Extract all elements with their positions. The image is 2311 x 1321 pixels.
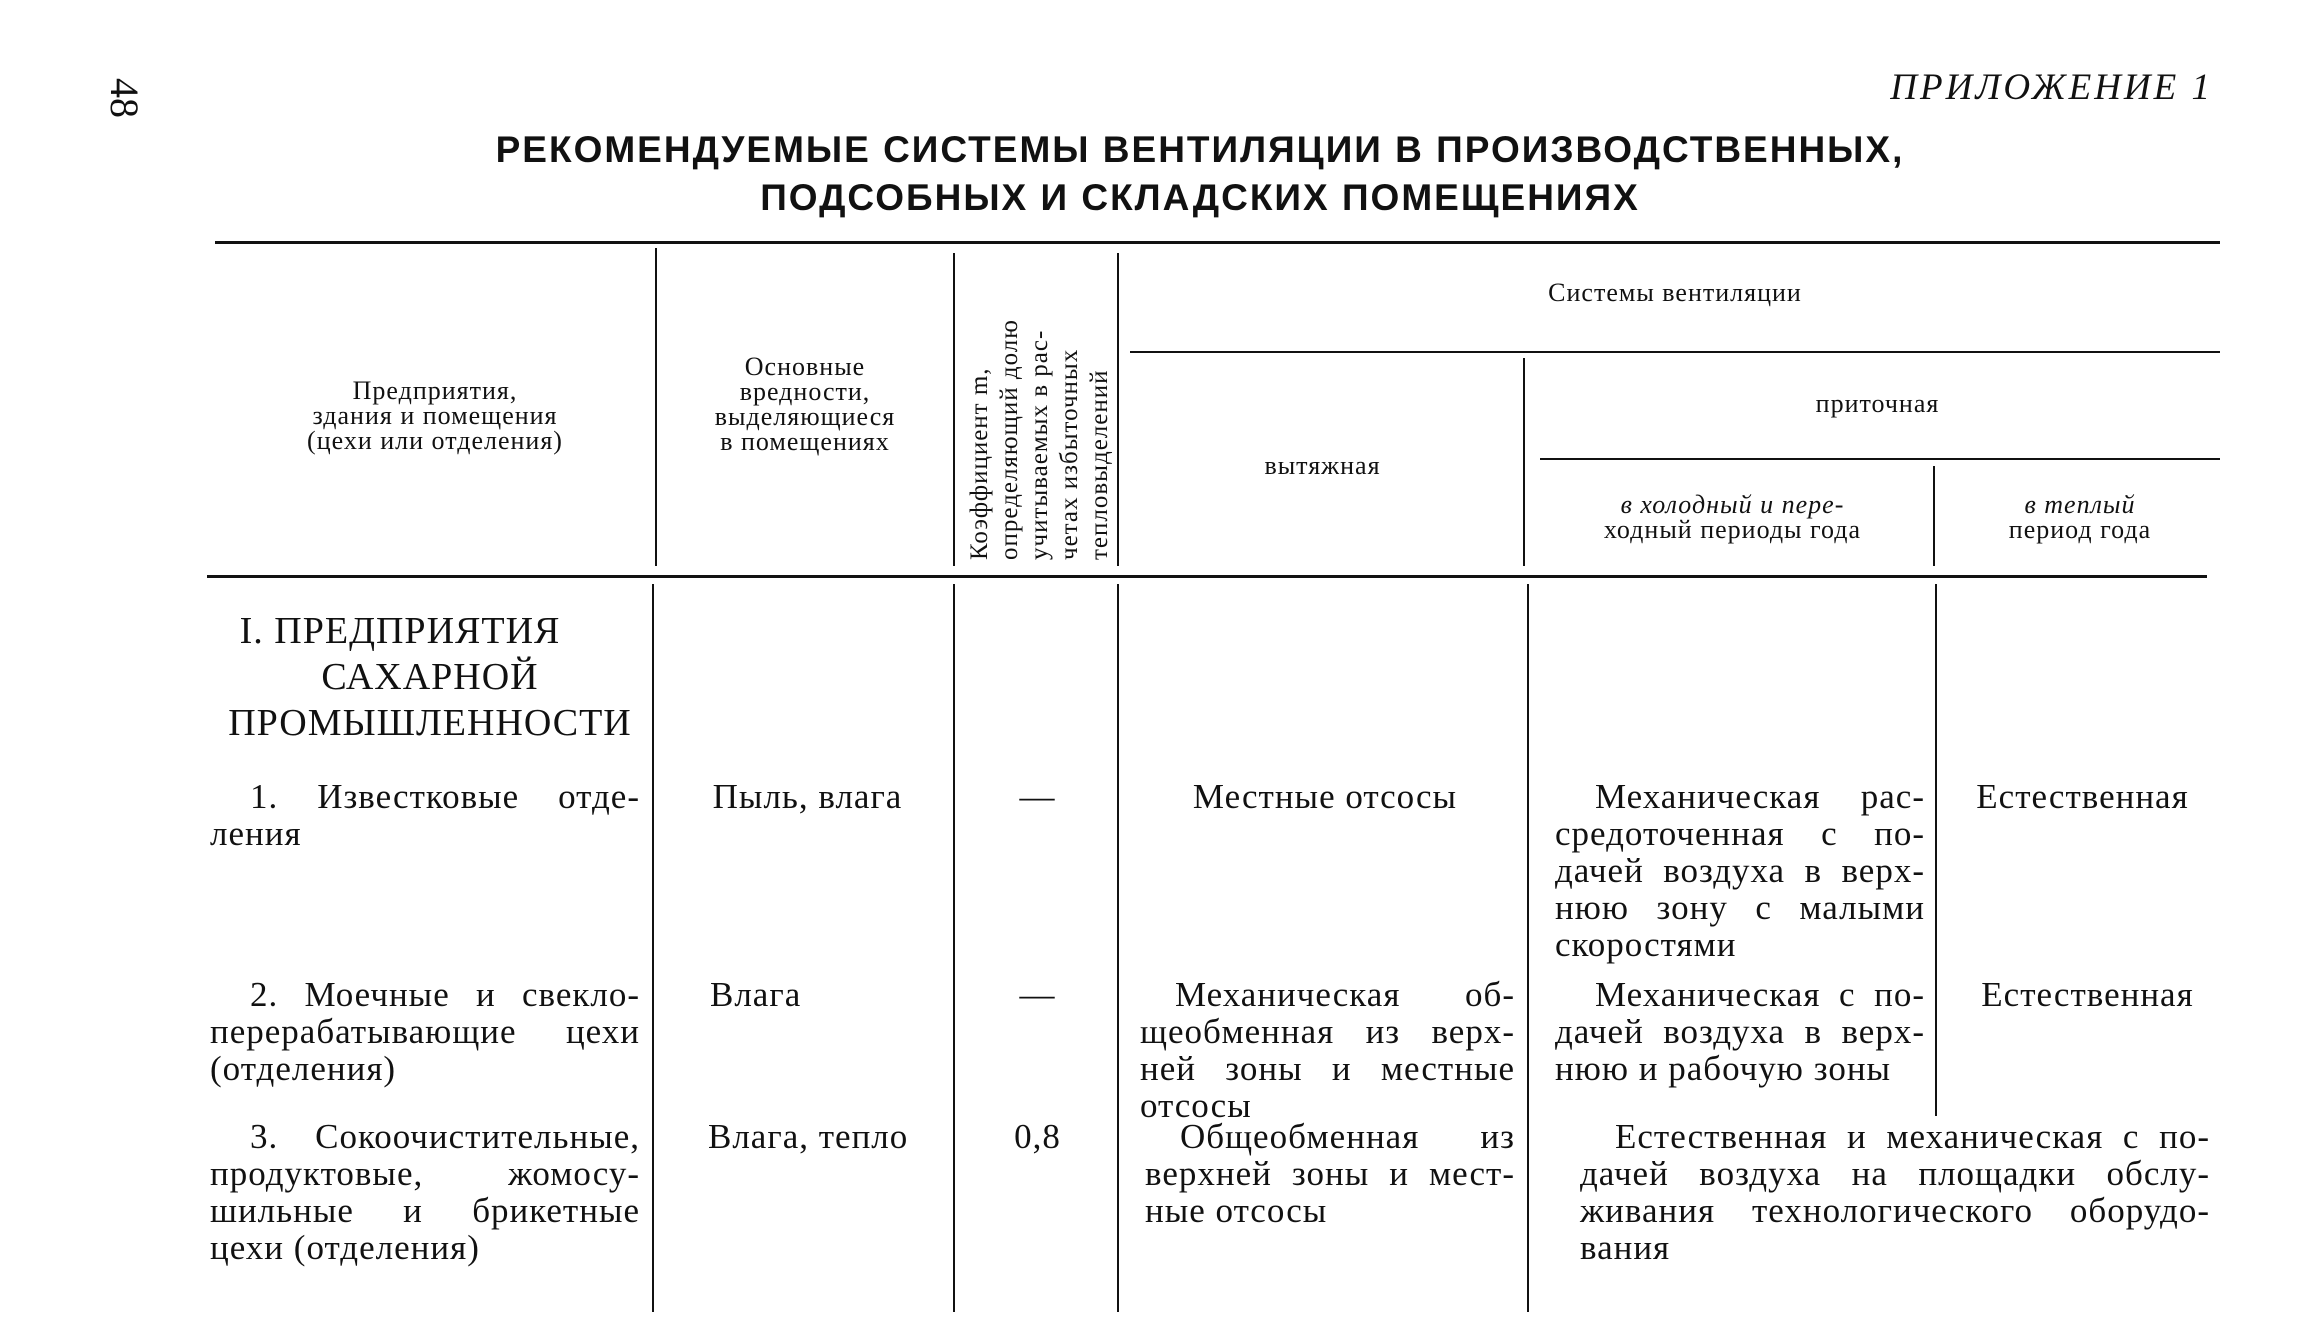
supply-sub-rule [1540,458,2220,460]
col-divider-5-head [1933,466,1935,566]
col-divider-1-head [655,248,657,566]
col-divider-3-body [1117,584,1119,1312]
row-2-coefficient: — [1019,975,1056,1014]
row-3-supply-merged: Естественная и механическая с по-дачей воздуха на площадки обслу-живания технологического оборудо-вания [1580,1117,2210,1267]
col-divider-2-body [953,584,955,1312]
col-divider-4-head [1523,358,1525,566]
row-3-coefficient: 0,8 [1014,1117,1061,1156]
row-1-coefficient: — [1019,777,1056,816]
header-hazards-line: вредности, [739,377,871,406]
header-hazards-line: в помещениях [720,427,890,456]
header-systems: Системы вентиляции [1548,278,1802,307]
col-divider-5-body [1935,584,1937,1116]
row-1-supply-cold: Механическая рас-средоточенная с по-дачей воздуха в верх-нюю зону с малыми скоростями [1555,777,1925,964]
header-coefficient-line: Коэффициент m, [966,367,993,560]
row-1-hazards: Пыль, влага [712,777,903,816]
row-2-supply-warm: Естественная [1981,975,2194,1014]
page-title [440,126,1960,222]
row-1-supply-warm: Естественная [1976,777,2189,816]
header-bottom-rule [207,575,2207,578]
col-divider-3-head [1117,253,1119,566]
appendix-label: ПРИЛОЖЕНИЕ 1 [1890,67,2213,108]
row-3-exhaust: Общеобменная из верхней зоны и мест-ные отсосы [1145,1117,1515,1230]
row-2-exhaust: Механическая об-щеобменная из верх-ней зоны и местные отсосы [1140,975,1515,1125]
header-enterprises-line: Предприятия, [352,376,518,405]
header-enterprises-line: (цехи или отделения) [307,426,563,455]
title-line-2: ПОДСОБНЫХ И СКЛАДСКИХ ПОМЕЩЕНИЯХ [760,177,1640,218]
section-title-line: САХАРНОЙ [321,656,539,698]
row-3-hazards: Влага, тепло [708,1117,909,1156]
header-supply-warm [1940,492,2220,542]
section-title [215,608,645,746]
header-coefficient-line: учитываемых в рас- [1026,329,1053,560]
page-number: 48 [102,78,147,118]
header-supply-cold-line: в холодный и пере- [1620,490,1845,519]
section-title-line: ПРОМЫШЛЕННОСТИ [228,702,632,744]
header-supply-warm-line: в теплый [2024,490,2136,519]
row-2-name: 2. Моечные и свекло-перерабатывающие цехи (отделения) [210,975,640,1088]
header-exhaust: вытяжная [1264,451,1381,480]
header-coefficient [965,260,1115,560]
row-2-hazards: Влага [710,975,802,1014]
header-hazards-line: Основные [744,352,866,381]
table-top-rule [215,241,2220,244]
header-supply-cold [1535,492,1930,542]
row-1-name: 1. Известковые отде-ления [210,777,640,853]
header-enterprises-line: здания и помещения [312,401,558,430]
header-coefficient-line: четах избыточных [1056,348,1083,560]
row-2-supply-cold: Механическая с по-дачей воздуха в верх-нюю и рабочую зоны [1555,975,1925,1088]
col-divider-2-head [953,253,955,566]
col-divider-4-body [1527,584,1529,1312]
header-coefficient-line: тепловыделений [1086,369,1113,560]
title-line-1: РЕКОМЕНДУЕМЫЕ СИСТЕМЫ ВЕНТИЛЯЦИИ В ПРОИЗВОДСТВЕННЫХ, [495,129,1905,170]
col-divider-1-body [652,584,654,1312]
header-supply-cold-line: ходный периоды года [1603,515,1862,544]
row-3-name: 3. Сокоочистительные, продуктовые, жомосу-шильные и брикетные цехи (отделения) [210,1117,640,1267]
header-hazards-line: выделяющиеся [714,402,896,431]
systems-sub-rule [1130,351,2220,353]
header-supply-warm-line: период года [2008,515,2152,544]
row-1-exhaust: Местные отсосы [1192,777,1458,816]
section-title-line: I. ПРЕДПРИЯТИЯ [239,610,561,652]
header-hazards [660,354,950,454]
header-supply: приточная [1815,389,1940,418]
header-coefficient-line: определяющий долю [996,319,1023,560]
header-enterprises [215,378,655,453]
